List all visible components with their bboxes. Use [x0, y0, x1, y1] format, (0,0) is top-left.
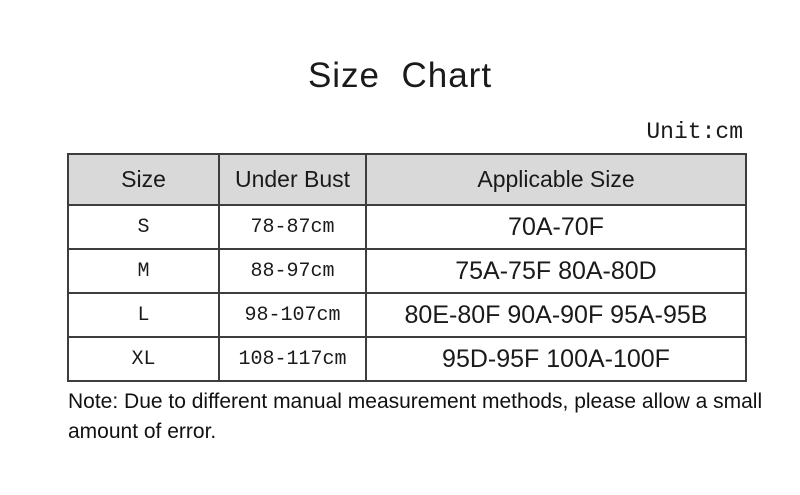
applicable-size-value: 95D-95F 100A-100F — [366, 337, 746, 381]
measurement-note-line: Note: Due to different manual measurement methods, please allow a small — [68, 390, 763, 413]
column-header-size: Size — [68, 154, 219, 205]
column-header-applicable-size: Applicable Size — [366, 154, 746, 205]
table-row — [68, 293, 746, 337]
measurement-note — [68, 387, 762, 447]
under-bust-value: 88-97cm — [219, 249, 366, 293]
size-value: XL — [68, 337, 219, 381]
applicable-size-value: 70A-70F — [366, 205, 746, 249]
under-bust-value: 108-117cm — [219, 337, 366, 381]
applicable-size-value: 75A-75F 80A-80D — [366, 249, 746, 293]
applicable-size-value: 80E-80F 90A-90F 95A-95B — [366, 293, 746, 337]
size-value: L — [68, 293, 219, 337]
unit-label: Unit:cm — [646, 119, 743, 145]
measurement-note-line: amount of error. — [68, 420, 217, 443]
table-row — [68, 249, 746, 293]
size-value: S — [68, 205, 219, 249]
table-header-row — [68, 154, 746, 205]
under-bust-value: 98-107cm — [219, 293, 366, 337]
page-title: Size Chart — [307, 56, 493, 95]
table-row — [68, 205, 746, 249]
size-chart-table — [67, 153, 747, 382]
table-row — [68, 337, 746, 381]
column-header-under-bust: Under Bust — [219, 154, 366, 205]
under-bust-value: 78-87cm — [219, 205, 366, 249]
size-value: M — [68, 249, 219, 293]
